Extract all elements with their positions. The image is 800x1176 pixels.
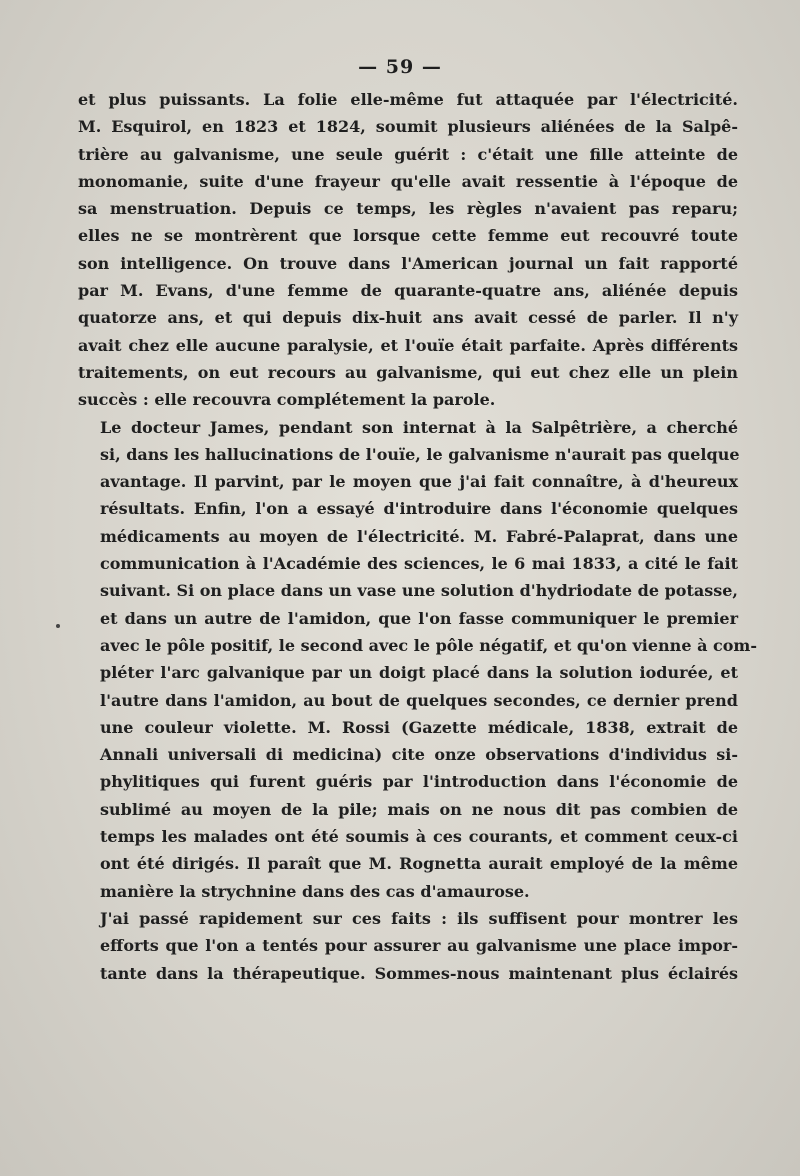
text-line: résultats. Enfin, l'on a essayé d'introduire dans l'économie quelques xyxy=(100,499,738,519)
text-line: une couleur violette. M. Rossi (Gazette médicale, 1838, extrait de xyxy=(100,717,738,737)
text-line: sublimé au moyen de la pile; mais on ne nous dit pas combien de xyxy=(100,799,738,819)
text-line: médicaments au moyen de l'électricité. M. Fabré-Palaprat, dans une xyxy=(100,526,738,546)
text-line: communication à l'Académie des sciences, le 6 mai 1833, a cité le fait xyxy=(100,554,738,574)
text-line: J'ai passé rapidement sur ces faits : ils suffisent pour montrer les xyxy=(100,908,738,928)
body-text xyxy=(78,86,757,987)
text-line: avec le pôle positif, le second avec le pôle négatif, et qu'on vienne à com- xyxy=(100,635,757,655)
page-number: — 59 — xyxy=(358,56,442,78)
text-line: M. Esquirol, en 1823 et 1824, soumit plusieurs aliénées de la Salpê- xyxy=(78,117,738,137)
text-line: son intelligence. On trouve dans l'American journal un fait rapporté xyxy=(78,253,738,273)
text-line: succès : elle recouvra complétement la parole. xyxy=(78,390,496,410)
text-line: efforts que l'on a tentés pour assurer au galvanisme une place impor- xyxy=(100,936,738,956)
text-line: suivant. Si on place dans un vase une solution d'hydriodate de potasse, xyxy=(100,581,738,601)
text-line: sa menstruation. Depuis ce temps, les règles n'avaient pas reparu; xyxy=(78,199,738,219)
paragraph-3 xyxy=(78,905,738,987)
paragraph-1 xyxy=(78,86,738,414)
text-line: Annali universali di medicina) cite onze observations d'individus si- xyxy=(100,745,738,765)
text-line: l'autre dans l'amidon, au bout de quelques secondes, ce dernier prend xyxy=(100,690,738,710)
text-line: quatorze ans, et qui depuis dix-huit ans avait cessé de parler. Il n'y xyxy=(78,308,738,328)
text-line: par M. Evans, d'une femme de quarante-quatre ans, aliénée depuis xyxy=(78,281,738,301)
text-line: et dans un autre de l'amidon, que l'on fasse communiquer le premier xyxy=(100,608,738,628)
text-line: phylitiques qui furent guéris par l'introduction dans l'économie de xyxy=(100,772,738,792)
text-line: avantage. Il parvint, par le moyen que j'ai fait connaître, à d'heureux xyxy=(100,472,738,492)
scan-speck xyxy=(56,624,60,628)
text-line: si, dans les hallucinations de l'ouïe, le galvanisme n'aurait pas quelque xyxy=(100,444,740,464)
text-line: temps les malades ont été soumis à ces courants, et comment ceux-ci xyxy=(100,827,738,847)
text-line: et plus puissants. La folie elle-même fut attaquée par l'électricité. xyxy=(78,90,738,109)
text-line: avait chez elle aucune paralysie, et l'ouïe était parfaite. Après différents xyxy=(78,335,738,355)
text-line: tante dans la thérapeutique. Sommes-nous maintenant plus éclairés xyxy=(100,963,738,983)
text-line: pléter l'arc galvanique par un doigt placé dans la solution iodurée, et xyxy=(100,663,738,683)
text-line: trière au galvanisme, une seule guérit : c'était une fille atteinte de xyxy=(78,144,738,164)
text-line: traitements, on eut recours au galvanisme, qui eut chez elle un plein xyxy=(78,362,738,382)
paragraph-2 xyxy=(78,414,757,905)
text-line: manière la strychnine dans des cas d'amaurose. xyxy=(100,881,530,901)
text-line: ont été dirigés. Il paraît que M. Rognetta aurait employé de la même xyxy=(100,854,738,874)
text-line: elles ne se montrèrent que lorsque cette femme eut recouvré toute xyxy=(78,226,738,246)
text-line: monomanie, suite d'une frayeur qu'elle avait ressentie à l'époque de xyxy=(78,171,738,191)
text-line: Le docteur James, pendant son internat à la Salpêtrière, a cherché xyxy=(100,417,738,437)
